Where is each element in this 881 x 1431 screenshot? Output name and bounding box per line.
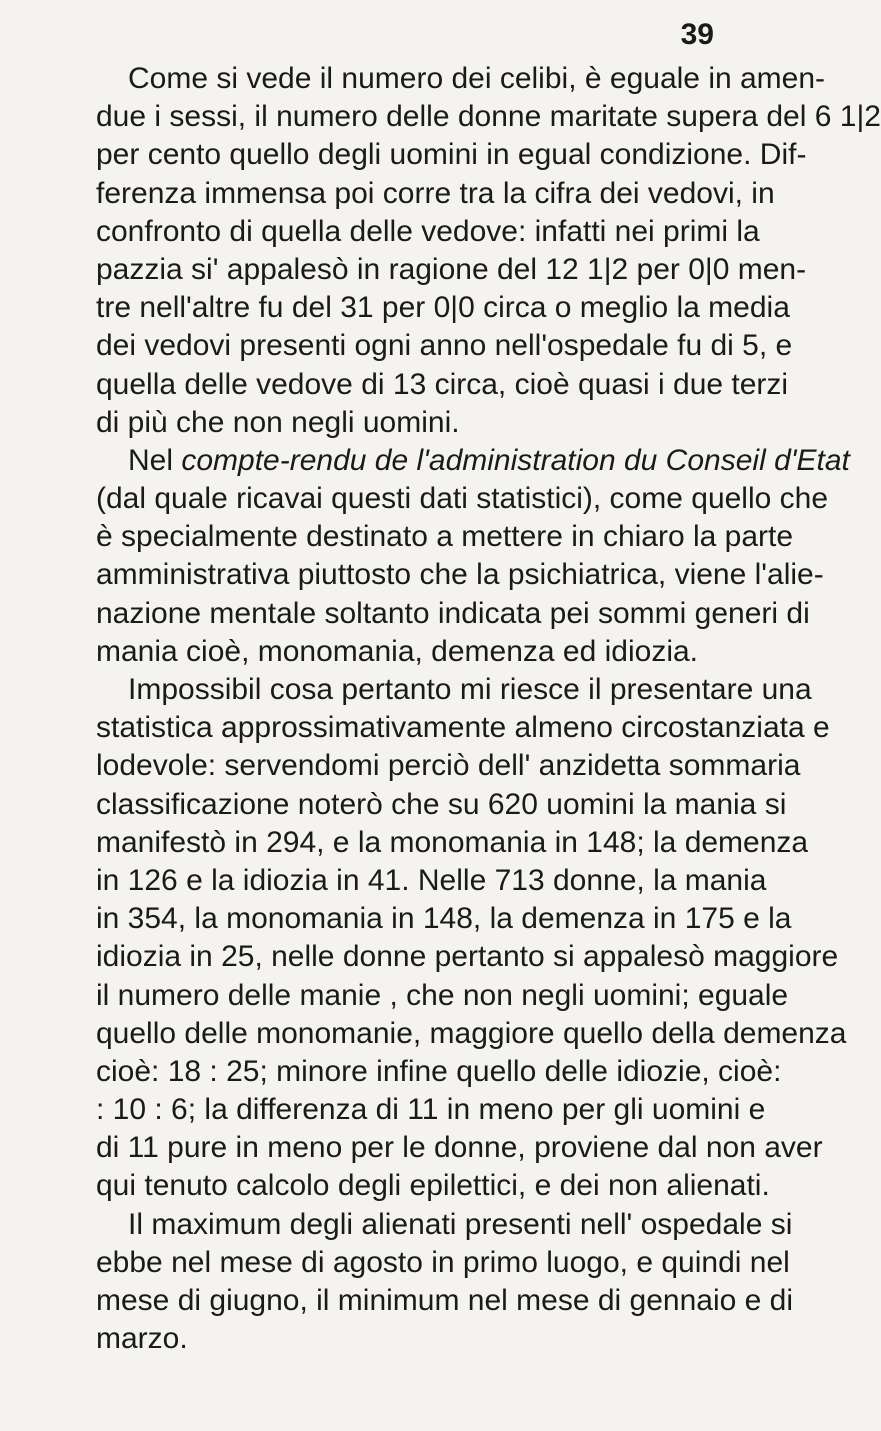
text-line: qui tenuto calcolo degli epilettici, e dei non alienati. <box>96 1169 770 1203</box>
text-line: cioè: 18 : 25; minore infine quello delle idiozie, cioè: <box>96 1054 782 1088</box>
text-line: tre nell'altre fu del 31 per 0|0 circa o meglio la media <box>96 291 790 325</box>
italic-title: compte-rendu de l'administration du Conseil d'Etat <box>181 443 850 477</box>
text-line: ferenza immensa poi corre tra la cifra dei vedovi, in <box>96 176 775 210</box>
text-line: quella delle vedove di 13 circa, cioè quasi i due terzi <box>96 367 789 401</box>
text-line: lodevole: servendomi perciò dell' anzidetta sommaria <box>96 749 801 783</box>
text-line: mania cioè, monomania, demenza ed idiozia. <box>96 634 699 668</box>
text-line: confronto di quella delle vedove: infatti nei primi la <box>96 214 760 248</box>
text-line: dei vedovi presenti ogni anno nell'ospedale fu di 5, e <box>96 329 793 363</box>
text-line: di più che non negli uomini. <box>96 405 460 439</box>
text-line: Il maximum degli alienati presenti nell' ospedale si <box>128 1207 793 1241</box>
page-number: 39 <box>680 18 714 51</box>
text-line: idiozia in 25, nelle donne pertanto si appalesò maggiore <box>96 940 839 974</box>
text-line: : 10 : 6; la differenza di 11 in meno per gli uomini e <box>96 1093 766 1127</box>
text-line: quello delle monomanie, maggiore quello della demenza <box>96 1016 847 1050</box>
text-line: Come si vede il numero dei celibi, è eguale in amen- <box>128 62 826 95</box>
text-line: due i sessi, il numero delle donne maritate supera del 6 1|2 <box>96 100 881 134</box>
text-line: pazzia si' appalesò in ragione del 12 1|2 per 0|0 men- <box>96 252 807 286</box>
text-line <box>96 442 850 480</box>
text-line: nazione mentale soltanto indicata pei sommi generi di <box>96 596 810 630</box>
text-line: per cento quello degli uomini in egual condizione. Dif- <box>96 138 807 172</box>
body-text <box>96 60 881 1358</box>
text-line: in 354, la monomania in 148, la demenza in 175 e la <box>96 902 792 936</box>
text-line: il numero delle manie , che non negli uomini; eguale <box>96 978 789 1012</box>
text-line: è specialmente destinato a mettere in chiaro la parte <box>96 520 794 554</box>
text-line: marzo. <box>96 1322 188 1356</box>
text-line: di 11 pure in meno per le donne, proviene dal non aver <box>96 1131 823 1165</box>
text-line: ebbe nel mese di agosto in primo luogo, e quindi nel <box>96 1245 790 1279</box>
text-line: Impossibil cosa pertanto mi riesce il presentare una <box>128 673 812 706</box>
text-line: manifestò in 294, e la monomania in 148; la demenza <box>96 825 809 859</box>
text-line: (dal quale ricavai questi dati statistici), come quello che <box>96 482 829 516</box>
text-line: in 126 e la idiozia in 41. Nelle 713 donne, la mania <box>96 863 767 897</box>
text-line: classificazione noterò che su 620 uomini la mania si <box>96 787 787 821</box>
text-line: amministrativa piuttosto che la psichiatrica, viene l'alie- <box>96 558 824 592</box>
text-line: mese di giugno, il minimum nel mese di gennaio e di <box>96 1284 794 1317</box>
text-line-prefix: Nel <box>128 443 182 477</box>
text-line: statistica approssimativamente almeno circostanziata e <box>96 711 830 745</box>
